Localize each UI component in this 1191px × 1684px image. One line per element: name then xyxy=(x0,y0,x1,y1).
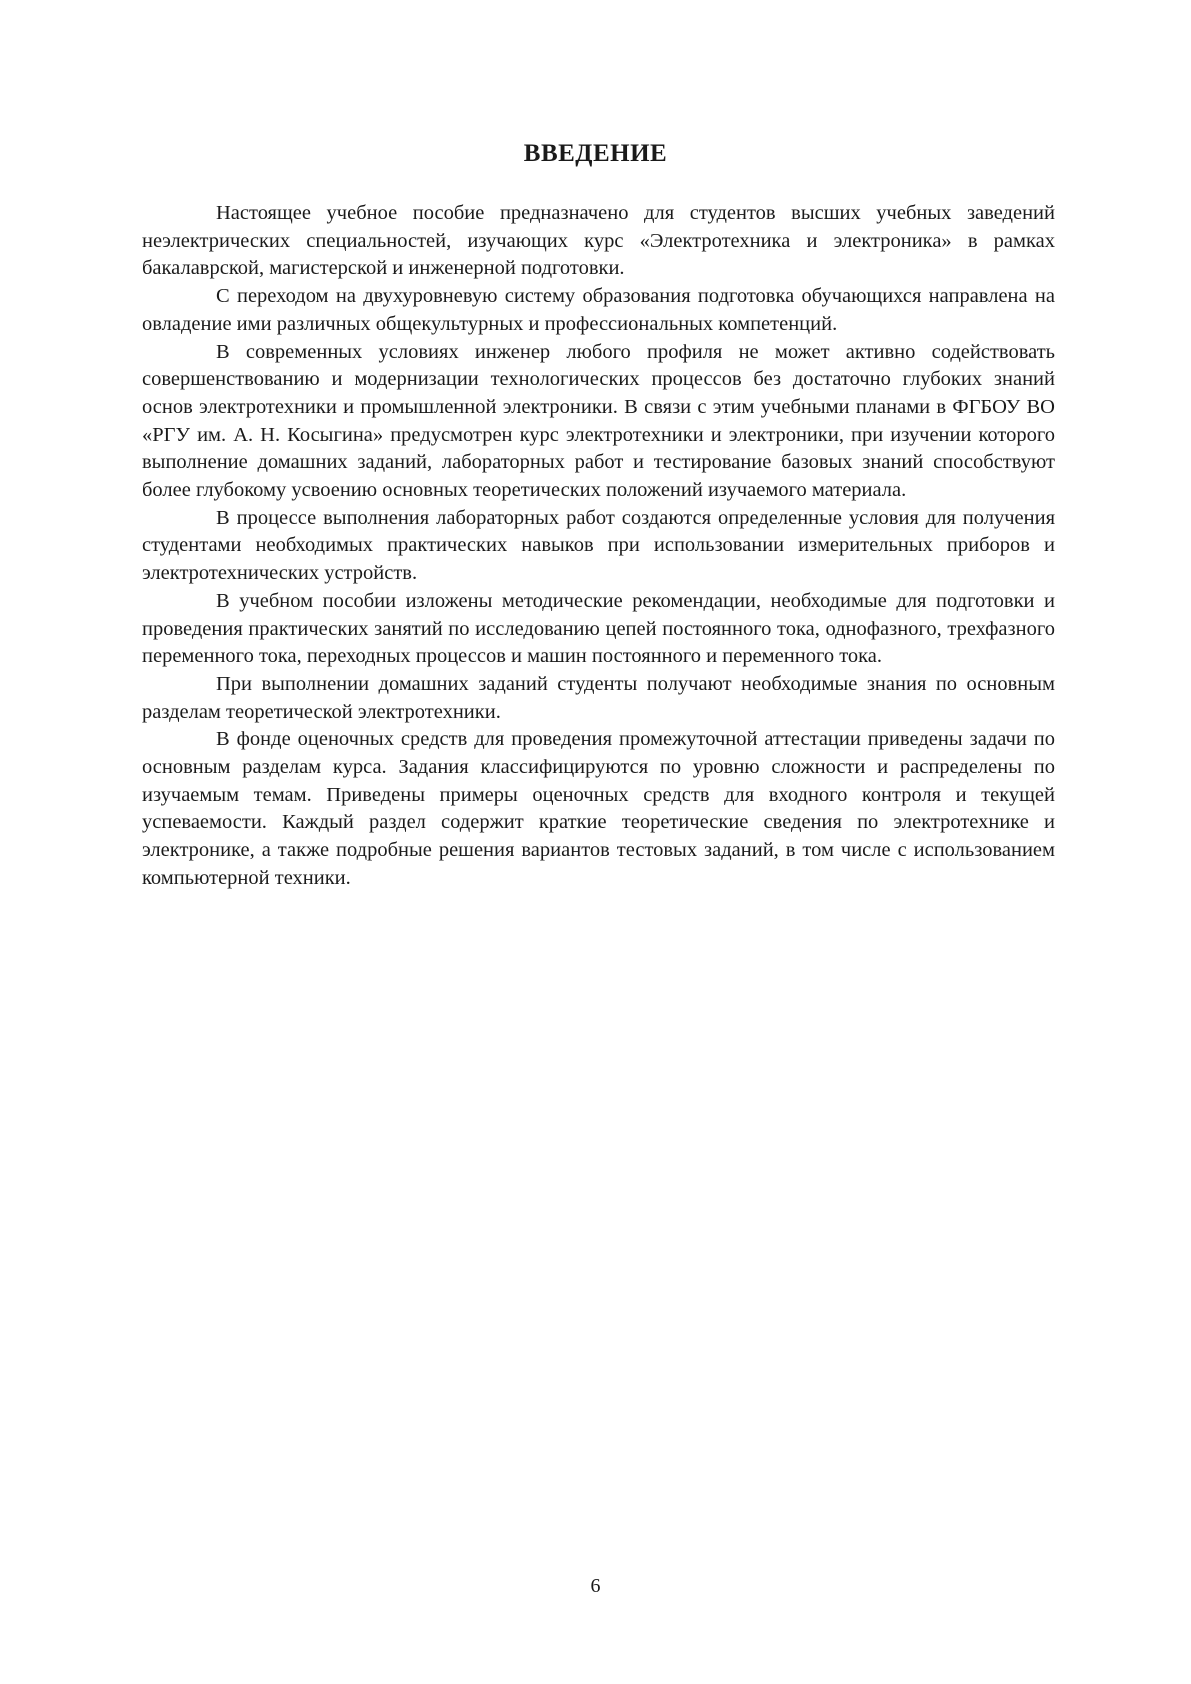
page-title: ВВЕДЕНИЕ xyxy=(523,140,668,167)
page-number: 6 xyxy=(590,1575,601,1597)
paragraph-5: В учебном пособии изложены методические рекомендации, необходимые для подготовки и проведения практических занятий по исследованию цепей постоянного тока, однофазного, трехфазного переменного тока, переходных процессов и машин постоянного и переменного тока. xyxy=(142,589,1055,668)
body-text xyxy=(142,200,1055,893)
paragraph-1: Настоящее учебное пособие предназначено для студентов высших учебных заведений неэлектрических специальностей, изучающих курс «Электротехника и электроника» в рамках бакалаврской, магистерской и инженерной подготовки. xyxy=(142,202,1055,280)
paragraph-6: При выполнении домашних заданий студенты получают необходимые знания по основным разделам теоретической электротехники. xyxy=(142,672,1055,723)
paragraph-4: В процессе выполнения лабораторных работ создаются определенные условия для получения студентами необходимых практических навыков при использовании измерительных приборов и электротехнических устройств. xyxy=(142,506,1055,585)
paragraph-7: В фонде оценочных средств для проведения промежуточной аттестации приведены задачи по основным разделам курса. Задания классифицируются по уровню сложности и распределены по изучаемым темам. Приведены примеры оценочных средств для входного контроля и текущей успеваемости. Каждый раздел содержит краткие теоретические сведения по электротехнике и электронике, а также подробные решения вариантов тестовых заданий, в том числе с использованием компьютерной техники. xyxy=(142,728,1055,889)
paragraph-2: С переходом на двухуровневую систему образования подготовка обучающихся направлена на овладение ими различных общекультурных и профессиональных компетенций. xyxy=(142,285,1055,335)
paragraph-3: В современных условиях инженер любого профиля не может активно содействовать совершенствованию и модернизации технологических процессов без достаточно глубоких знаний основ электротехники и промышленной электроники. В связи с этим учебными планами в ФГБОУ ВО «РГУ им. А. Н. Косыгина» предусмотрен курс электротехники и электроники, при изучении которого выполнение домашних заданий, лабораторных работ и тестирование базовых знаний способствуют более глубокому усвоению основных теоретических положений изучаемого материала. xyxy=(142,340,1055,502)
